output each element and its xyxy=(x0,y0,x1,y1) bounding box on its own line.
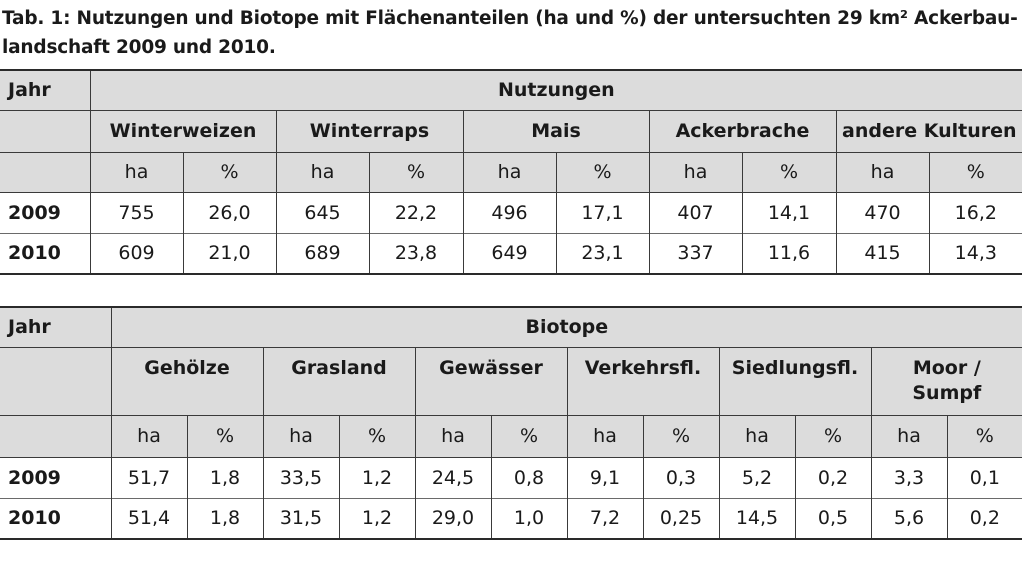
table-cell: 26,0 xyxy=(183,192,276,233)
table-cell: 7,2 xyxy=(567,498,643,539)
table-cell: 16,2 xyxy=(929,192,1022,233)
table-cell: 51,4 xyxy=(111,498,187,539)
table-cell: 0,5 xyxy=(795,498,871,539)
table-cell: 24,5 xyxy=(415,457,491,498)
table-caption: Tab. 1: Nutzungen und Biotope mit Flächenanteilen (ha und %) der untersuchten 29 km² Ackerbau-landschaft 2009 und 2010. xyxy=(2,8,1018,58)
nutzungen-header: Nutzungen xyxy=(90,70,1022,110)
table-cell: 0,1 xyxy=(947,457,1022,498)
unit-percent: % xyxy=(183,152,276,192)
table-cell: 0,8 xyxy=(491,457,567,498)
jahr-spacer xyxy=(0,110,90,152)
table-cell: 609 xyxy=(90,233,183,274)
table-row xyxy=(0,233,1022,274)
unit-ha: ha xyxy=(463,152,556,192)
table-cell: 31,5 xyxy=(263,498,339,539)
table-cell: 649 xyxy=(463,233,556,274)
unit-ha: ha xyxy=(263,415,339,457)
jahr-spacer xyxy=(0,415,111,457)
table-cell: 5,6 xyxy=(871,498,947,539)
unit-ha: ha xyxy=(649,152,742,192)
table-cell: 415 xyxy=(836,233,929,274)
jahr-spacer xyxy=(0,347,111,415)
unit-ha: ha xyxy=(871,415,947,457)
row-year: 2010 xyxy=(8,242,61,265)
unit-percent: % xyxy=(339,415,415,457)
table-cell: 689 xyxy=(276,233,369,274)
col-header-sumpf-line: Sumpf xyxy=(912,381,982,404)
unit-percent: % xyxy=(742,152,836,192)
biotope-table xyxy=(0,306,1022,540)
table-cell: 21,0 xyxy=(183,233,276,274)
unit-percent: % xyxy=(929,152,1022,192)
unit-ha: ha xyxy=(111,415,187,457)
table-cell: 51,7 xyxy=(111,457,187,498)
table-cell: 755 xyxy=(90,192,183,233)
jahr-header: Jahr xyxy=(0,70,90,110)
unit-ha: ha xyxy=(719,415,795,457)
col-header-moor-line: Moor / xyxy=(912,356,981,379)
row-year: 2010 xyxy=(8,507,61,530)
unit-percent: % xyxy=(947,415,1022,457)
unit-percent: % xyxy=(187,415,263,457)
table-cell: 33,5 xyxy=(263,457,339,498)
table-cell: 496 xyxy=(463,192,556,233)
table-cell: 22,2 xyxy=(369,192,463,233)
table-cell: 5,2 xyxy=(719,457,795,498)
table-cell: 11,6 xyxy=(742,233,836,274)
table-cell: 14,5 xyxy=(719,498,795,539)
table-cell: 29,0 xyxy=(415,498,491,539)
unit-ha: ha xyxy=(836,152,929,192)
table-cell: 470 xyxy=(836,192,929,233)
row-year: 2009 xyxy=(8,466,61,489)
col-header-moor-sumpf xyxy=(871,347,1022,415)
col-header-mais: Mais xyxy=(463,110,649,152)
col-header-gehoelze: Gehölze xyxy=(111,347,263,415)
unit-percent: % xyxy=(795,415,871,457)
table-cell: 1,0 xyxy=(491,498,567,539)
table-row xyxy=(0,498,1022,539)
table-cell: 23,8 xyxy=(369,233,463,274)
unit-ha: ha xyxy=(415,415,491,457)
table-cell: 645 xyxy=(276,192,369,233)
table-cell: 337 xyxy=(649,233,742,274)
col-header-ackerbrache: Ackerbrache xyxy=(649,110,836,152)
unit-percent: % xyxy=(643,415,719,457)
table-cell: 1,2 xyxy=(339,457,415,498)
table-row xyxy=(0,192,1022,233)
table-cell: 1,8 xyxy=(187,457,263,498)
row-year: 2009 xyxy=(8,201,61,224)
col-header-andere-kulturen: andere Kulturen xyxy=(836,110,1022,152)
table-cell: 14,1 xyxy=(742,192,836,233)
biotope-header: Biotope xyxy=(111,307,1022,347)
unit-ha: ha xyxy=(90,152,183,192)
col-header-grasland: Grasland xyxy=(263,347,415,415)
table-cell: 1,8 xyxy=(187,498,263,539)
col-header-gewaesser: Gewässer xyxy=(415,347,567,415)
table-cell: 23,1 xyxy=(556,233,649,274)
table-cell: 1,2 xyxy=(339,498,415,539)
table-cell: 0,25 xyxy=(643,498,719,539)
table-row xyxy=(0,457,1022,498)
jahr-spacer xyxy=(0,152,90,192)
col-header-verkehrsfl: Verkehrsfl. xyxy=(567,347,719,415)
table-cell: 0,2 xyxy=(795,457,871,498)
unit-percent: % xyxy=(369,152,463,192)
table-cell: 17,1 xyxy=(556,192,649,233)
jahr-header: Jahr xyxy=(0,307,111,347)
nutzungen-table xyxy=(0,69,1022,275)
unit-percent: % xyxy=(556,152,649,192)
col-header-winterraps: Winterraps xyxy=(276,110,463,152)
unit-ha: ha xyxy=(567,415,643,457)
unit-percent: % xyxy=(491,415,567,457)
table-cell: 407 xyxy=(649,192,742,233)
table-cell: 3,3 xyxy=(871,457,947,498)
table-cell: 9,1 xyxy=(567,457,643,498)
table-cell: 0,3 xyxy=(643,457,719,498)
col-header-winterweizen: Winterweizen xyxy=(90,110,276,152)
col-header-siedlungsfl: Siedlungsfl. xyxy=(719,347,871,415)
unit-ha: ha xyxy=(276,152,369,192)
table-cell: 14,3 xyxy=(929,233,1022,274)
table-cell: 0,2 xyxy=(947,498,1022,539)
